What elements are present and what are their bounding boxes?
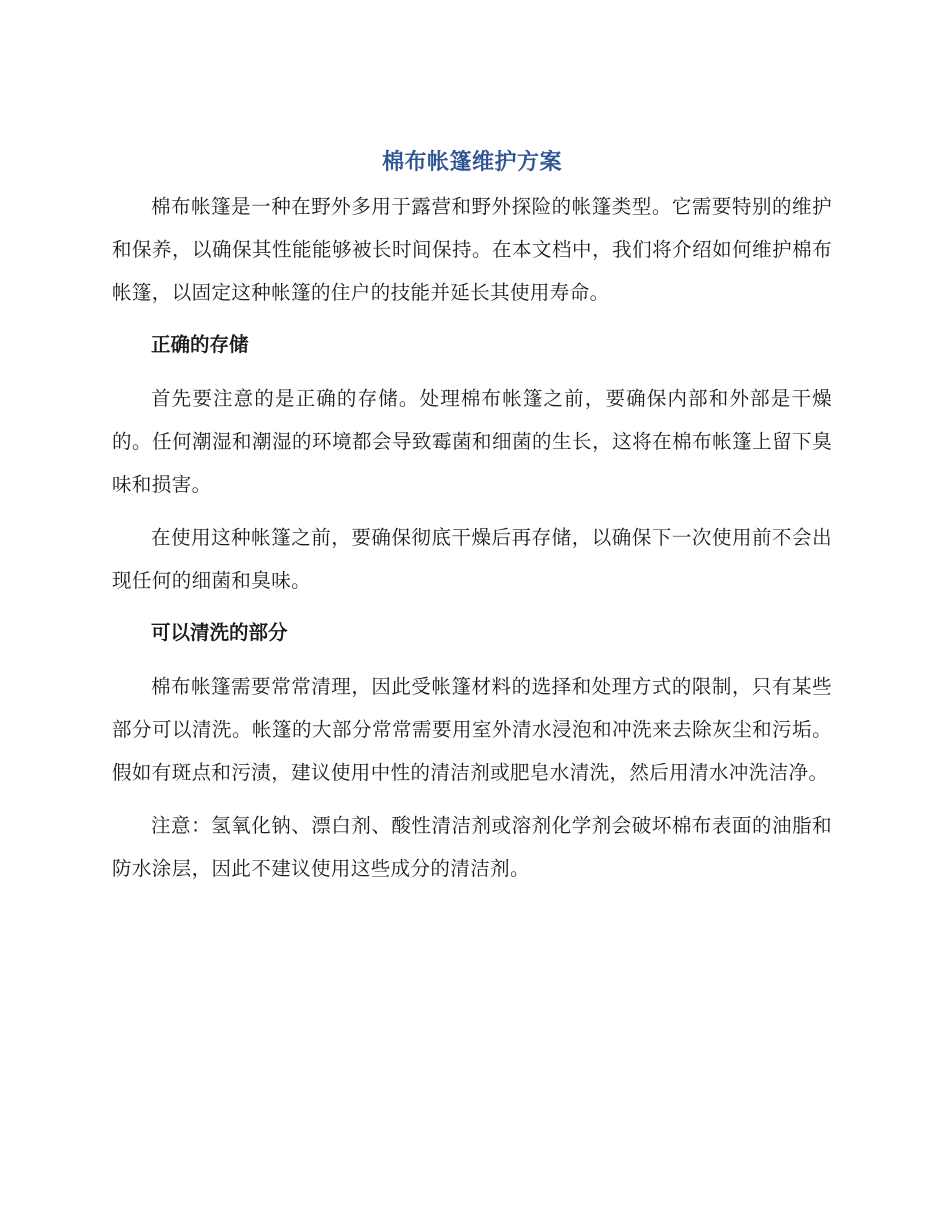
washable-paragraph-2-note: 注意：氢氧化钠、漂白剂、酸性清洁剂或溶剂化学剂会破坏棉布表面的油脂和防水涂层，因此不建议使用这些成分的清洁剂。 bbox=[112, 814, 832, 880]
document-title: 棉布帐篷维护方案 bbox=[381, 150, 562, 175]
storage-paragraph-1: 首先要注意的是正确的存储。处理棉布帐篷之前，要确保内部和外部是干燥的。任何潮湿和潮湿的环境都会导致霉菌和细菌的生长，这将在棉布帐篷上留下臭味和损害。 bbox=[112, 387, 832, 496]
section-heading-storage: 正确的存储 bbox=[151, 333, 249, 356]
washable-paragraph-1: 棉布帐篷需要常常清理，因此受帐篷材料的选择和处理方式的限制，只有某些部分可以清洗。帐篷的大部分常常需要用室外清水浸泡和冲洗来去除灰尘和污垢。假如有斑点和污渍，建议使用中性的清洁剂或肥皂水清洗，然后用清水冲洗洁净。 bbox=[112, 675, 832, 784]
document-body bbox=[112, 146, 832, 890]
storage-paragraph-2: 在使用这种帐篷之前，要确保彻底干燥后再存储，以确保下一次使用前不会出现任何的细菌和臭味。 bbox=[112, 526, 832, 592]
section-heading-washable-parts: 可以清洗的部分 bbox=[151, 621, 288, 644]
intro-paragraph: 棉布帐篷是一种在野外多用于露营和野外探险的帐篷类型。它需要特别的维护和保养，以确保其性能能够被长时间保持。在本文档中，我们将介绍如何维护棉布帐篷，以固定这种帐篷的住户的技能并延长其使用寿命。 bbox=[112, 195, 832, 304]
